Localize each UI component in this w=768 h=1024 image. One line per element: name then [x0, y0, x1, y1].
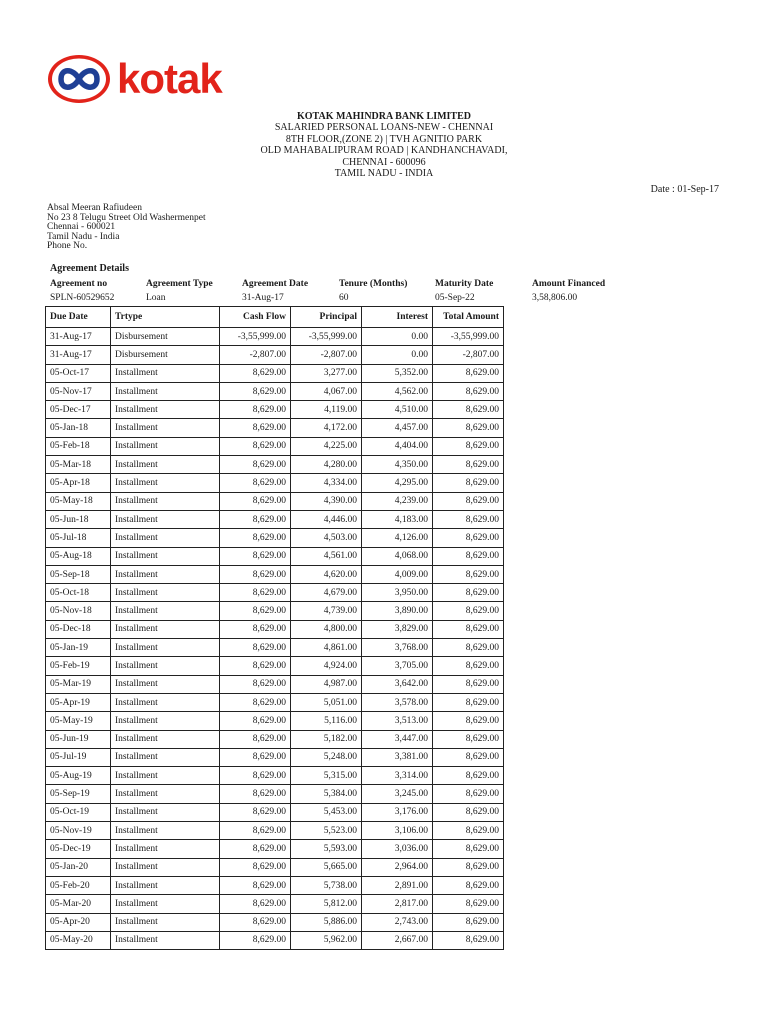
cash-flow-cell: 8,629.00	[220, 730, 291, 748]
customer-city: Chennai - 600021	[47, 222, 116, 233]
total-amount-cell: 8,629.00	[433, 712, 504, 730]
principal-cell: 4,172.00	[291, 419, 362, 437]
table-header-row	[46, 307, 504, 328]
total-amount-cell: 8,629.00	[433, 456, 504, 474]
cash-flow-cell: 8,629.00	[220, 712, 291, 730]
total-amount-cell: 8,629.00	[433, 931, 504, 949]
agreement-date-value: 31-Aug-17	[242, 293, 284, 303]
due-date-cell: 05-Aug-19	[46, 767, 111, 785]
statement-date: Date : 01-Sep-17	[650, 184, 719, 195]
total-amount-cell: 8,629.00	[433, 840, 504, 858]
principal-cell: 5,116.00	[291, 712, 362, 730]
due-date-cell: 05-Mar-20	[46, 895, 111, 913]
table-row	[46, 822, 504, 840]
due-date-cell: 05-May-18	[46, 492, 111, 510]
interest-header: Interest	[362, 307, 433, 328]
cash-flow-cell: 8,629.00	[220, 456, 291, 474]
trtype-cell: Installment	[111, 748, 220, 766]
logo-text: kotak	[117, 55, 222, 102]
principal-cell: 4,067.00	[291, 382, 362, 400]
total-amount-cell: 8,629.00	[433, 401, 504, 419]
bank-line-5: TAMIL NADU - INDIA	[334, 168, 434, 180]
total-amount-cell: 8,629.00	[433, 730, 504, 748]
principal-cell: 3,277.00	[291, 364, 362, 382]
trtype-cell: Installment	[111, 565, 220, 583]
trtype-cell: Installment	[111, 767, 220, 785]
agreement-type-value: Loan	[146, 293, 166, 303]
table-row	[46, 876, 504, 894]
cash-flow-cell: 8,629.00	[220, 437, 291, 455]
due-date-cell: 31-Aug-17	[46, 346, 111, 364]
due-date-header: Due Date	[46, 307, 111, 328]
cash-flow-cell: 8,629.00	[220, 419, 291, 437]
cash-flow-cell: 8,629.00	[220, 931, 291, 949]
trtype-cell: Installment	[111, 529, 220, 547]
table-row	[46, 602, 504, 620]
due-date-cell: 05-Jan-19	[46, 639, 111, 657]
trtype-cell: Installment	[111, 785, 220, 803]
table-row	[46, 456, 504, 474]
interest-cell: 3,176.00	[362, 803, 433, 821]
total-amount-cell: 8,629.00	[433, 858, 504, 876]
due-date-cell: 05-Jun-19	[46, 730, 111, 748]
principal-cell: 4,924.00	[291, 657, 362, 675]
interest-cell: 3,106.00	[362, 822, 433, 840]
table-row	[46, 913, 504, 931]
table-row	[46, 565, 504, 583]
agreement-no-header: Agreement no	[50, 279, 108, 289]
cash-flow-cell: 8,629.00	[220, 529, 291, 547]
due-date-cell: 05-Aug-18	[46, 547, 111, 565]
maturity-date-value: 05-Sep-22	[435, 293, 475, 303]
trtype-cell: Installment	[111, 419, 220, 437]
interest-cell: 4,457.00	[362, 419, 433, 437]
cash-flow-cell: 8,629.00	[220, 401, 291, 419]
table-row	[46, 730, 504, 748]
cash-flow-cell: 8,629.00	[220, 382, 291, 400]
interest-cell: 4,183.00	[362, 510, 433, 528]
principal-cell: 4,119.00	[291, 401, 362, 419]
total-amount-cell: 8,629.00	[433, 602, 504, 620]
trtype-cell: Installment	[111, 876, 220, 894]
trtype-cell: Installment	[111, 547, 220, 565]
trtype-cell: Installment	[111, 602, 220, 620]
total-amount-cell: 8,629.00	[433, 565, 504, 583]
interest-cell: 2,964.00	[362, 858, 433, 876]
cash-flow-cell: 8,629.00	[220, 474, 291, 492]
table-row	[46, 474, 504, 492]
total-amount-cell: 8,629.00	[433, 382, 504, 400]
trtype-cell: Installment	[111, 639, 220, 657]
principal-cell: 4,739.00	[291, 602, 362, 620]
principal-cell: 4,390.00	[291, 492, 362, 510]
principal-cell: 5,523.00	[291, 822, 362, 840]
cash-flow-cell: 8,629.00	[220, 785, 291, 803]
table-row	[46, 657, 504, 675]
trtype-cell: Installment	[111, 730, 220, 748]
customer-name: Absal Meeran Rafiudeen	[47, 203, 142, 213]
interest-cell: 3,890.00	[362, 602, 433, 620]
kotak-infinity-logo-icon	[47, 54, 111, 104]
trtype-cell: Installment	[111, 895, 220, 913]
maturity-date-header: Maturity Date	[435, 279, 494, 289]
due-date-cell: 05-Nov-19	[46, 822, 111, 840]
cash-flow-cell: 8,629.00	[220, 876, 291, 894]
agreement-value-row	[50, 293, 632, 303]
trtype-cell: Installment	[111, 456, 220, 474]
interest-cell: 5,352.00	[362, 364, 433, 382]
agreement-header-row	[50, 279, 632, 289]
total-amount-cell: -3,55,999.00	[433, 328, 504, 346]
due-date-cell: 05-Oct-19	[46, 803, 111, 821]
interest-cell: 4,126.00	[362, 529, 433, 547]
interest-cell: 3,245.00	[362, 785, 433, 803]
total-amount-cell: 8,629.00	[433, 492, 504, 510]
cash-flow-cell: 8,629.00	[220, 602, 291, 620]
due-date-cell: 05-Apr-19	[46, 693, 111, 711]
trtype-cell: Installment	[111, 401, 220, 419]
total-amount-cell: 8,629.00	[433, 803, 504, 821]
due-date-cell: 05-Oct-17	[46, 364, 111, 382]
trtype-cell: Installment	[111, 620, 220, 638]
principal-cell: 5,738.00	[291, 876, 362, 894]
interest-cell: 3,447.00	[362, 730, 433, 748]
total-amount-cell: 8,629.00	[433, 437, 504, 455]
due-date-cell: 05-May-19	[46, 712, 111, 730]
due-date-cell: 05-Sep-18	[46, 565, 111, 583]
total-amount-cell: 8,629.00	[433, 895, 504, 913]
cash-flow-cell: 8,629.00	[220, 547, 291, 565]
due-date-cell: 05-Apr-20	[46, 913, 111, 931]
principal-cell: 5,812.00	[291, 895, 362, 913]
principal-cell: 4,987.00	[291, 675, 362, 693]
table-row	[46, 364, 504, 382]
total-amount-cell: 8,629.00	[433, 748, 504, 766]
trtype-cell: Installment	[111, 510, 220, 528]
due-date-cell: 05-Jul-18	[46, 529, 111, 547]
principal-cell: 5,962.00	[291, 931, 362, 949]
trtype-header: Trtype	[111, 307, 220, 328]
principal-cell: 5,665.00	[291, 858, 362, 876]
total-amount-cell: 8,629.00	[433, 675, 504, 693]
interest-cell: 3,768.00	[362, 639, 433, 657]
table-row	[46, 437, 504, 455]
cash-flow-cell: 8,629.00	[220, 492, 291, 510]
interest-cell: 3,513.00	[362, 712, 433, 730]
amount-financed-value: 3,58,806.00	[532, 293, 578, 303]
trtype-cell: Installment	[111, 931, 220, 949]
principal-cell: 4,561.00	[291, 547, 362, 565]
table-row	[46, 492, 504, 510]
trtype-cell: Installment	[111, 693, 220, 711]
due-date-cell: 05-Mar-18	[46, 456, 111, 474]
agreement-no-value: SPLN-60529652	[50, 293, 115, 303]
due-date-cell: 05-Dec-18	[46, 620, 111, 638]
trtype-cell: Installment	[111, 712, 220, 730]
trtype-cell: Installment	[111, 584, 220, 602]
table-row	[46, 639, 504, 657]
interest-cell: 0.00	[362, 328, 433, 346]
interest-cell: 3,381.00	[362, 748, 433, 766]
total-amount-cell: 8,629.00	[433, 822, 504, 840]
interest-cell: 4,295.00	[362, 474, 433, 492]
table-row	[46, 529, 504, 547]
interest-cell: 2,891.00	[362, 876, 433, 894]
principal-cell: 4,334.00	[291, 474, 362, 492]
tenure-value: 60	[339, 293, 349, 303]
principal-cell: 4,861.00	[291, 639, 362, 657]
table-row	[46, 858, 504, 876]
cash-flow-cell: 8,629.00	[220, 913, 291, 931]
due-date-cell: 05-Mar-19	[46, 675, 111, 693]
table-row	[46, 785, 504, 803]
total-amount-cell: -2,807.00	[433, 346, 504, 364]
interest-cell: 4,562.00	[362, 382, 433, 400]
principal-cell: 5,051.00	[291, 693, 362, 711]
interest-cell: 4,009.00	[362, 565, 433, 583]
due-date-cell: 05-Feb-19	[46, 657, 111, 675]
due-date-cell: 05-Sep-19	[46, 785, 111, 803]
total-amount-cell: 8,629.00	[433, 693, 504, 711]
amount-financed-header: Amount Financed	[532, 279, 606, 289]
due-date-cell: 05-Jun-18	[46, 510, 111, 528]
cash-flow-cell: 8,629.00	[220, 895, 291, 913]
table-row	[46, 748, 504, 766]
interest-cell: 2,667.00	[362, 931, 433, 949]
interest-cell: 4,404.00	[362, 437, 433, 455]
total-amount-cell: 8,629.00	[433, 620, 504, 638]
table-row	[46, 675, 504, 693]
principal-cell: 4,679.00	[291, 584, 362, 602]
cash-flow-cell: 8,629.00	[220, 675, 291, 693]
cash-flow-cell: 8,629.00	[220, 584, 291, 602]
cash-flow-cell: 8,629.00	[220, 767, 291, 785]
bank-name: KOTAK MAHINDRA BANK LIMITED	[297, 111, 471, 122]
table-row	[46, 328, 504, 346]
interest-cell: 3,036.00	[362, 840, 433, 858]
total-amount-cell: 8,629.00	[433, 547, 504, 565]
bank-line-4: CHENNAI - 600096	[342, 156, 426, 168]
interest-cell: 2,743.00	[362, 913, 433, 931]
principal-cell: 4,280.00	[291, 456, 362, 474]
cash-flow-header: Cash Flow	[220, 307, 291, 328]
table-row	[46, 382, 504, 400]
trtype-cell: Installment	[111, 382, 220, 400]
total-amount-cell: 8,629.00	[433, 419, 504, 437]
due-date-cell: 05-Jan-18	[46, 419, 111, 437]
cash-flow-cell: 8,629.00	[220, 858, 291, 876]
table-row	[46, 510, 504, 528]
interest-cell: 4,350.00	[362, 456, 433, 474]
cash-flow-cell: 8,629.00	[220, 748, 291, 766]
due-date-cell: 05-Dec-17	[46, 401, 111, 419]
interest-cell: 2,817.00	[362, 895, 433, 913]
principal-cell: 4,503.00	[291, 529, 362, 547]
total-amount-cell: 8,629.00	[433, 785, 504, 803]
repayment-schedule-table	[45, 306, 504, 950]
total-amount-cell: 8,629.00	[433, 364, 504, 382]
principal-cell: 5,384.00	[291, 785, 362, 803]
total-amount-cell: 8,629.00	[433, 510, 504, 528]
total-amount-cell: 8,629.00	[433, 876, 504, 894]
trtype-cell: Installment	[111, 492, 220, 510]
table-row	[46, 712, 504, 730]
principal-cell: 5,315.00	[291, 767, 362, 785]
cash-flow-cell: -3,55,999.00	[220, 328, 291, 346]
interest-cell: 4,510.00	[362, 401, 433, 419]
principal-cell: -2,807.00	[291, 346, 362, 364]
trtype-cell: Installment	[111, 858, 220, 876]
trtype-cell: Disbursement	[111, 346, 220, 364]
trtype-cell: Disbursement	[111, 328, 220, 346]
bank-line-2: 8TH FLOOR,(ZONE 2) | TVH AGNITIO PARK	[285, 133, 483, 145]
total-amount-cell: 8,629.00	[433, 474, 504, 492]
cash-flow-cell: 8,629.00	[220, 620, 291, 638]
table-row	[46, 803, 504, 821]
total-amount-cell: 8,629.00	[433, 913, 504, 931]
interest-cell: 3,642.00	[362, 675, 433, 693]
principal-cell: 5,248.00	[291, 748, 362, 766]
interest-cell: 3,314.00	[362, 767, 433, 785]
customer-phone: Phone No.	[47, 241, 88, 252]
cash-flow-cell: 8,629.00	[220, 803, 291, 821]
interest-cell: 3,578.00	[362, 693, 433, 711]
cash-flow-cell: 8,629.00	[220, 657, 291, 675]
table-row	[46, 346, 504, 364]
total-amount-cell: 8,629.00	[433, 584, 504, 602]
table-row	[46, 693, 504, 711]
due-date-cell: 31-Aug-17	[46, 328, 111, 346]
interest-cell: 3,950.00	[362, 584, 433, 602]
due-date-cell: 05-Nov-17	[46, 382, 111, 400]
interest-cell: 0.00	[362, 346, 433, 364]
trtype-cell: Installment	[111, 657, 220, 675]
due-date-cell: 05-May-20	[46, 931, 111, 949]
cash-flow-cell: 8,629.00	[220, 840, 291, 858]
table-row	[46, 931, 504, 949]
kotak-logo	[47, 52, 222, 106]
total-amount-header: Total Amount	[433, 307, 504, 328]
due-date-cell: 05-Apr-18	[46, 474, 111, 492]
trtype-cell: Installment	[111, 803, 220, 821]
cash-flow-cell: 8,629.00	[220, 639, 291, 657]
interest-cell: 4,068.00	[362, 547, 433, 565]
principal-cell: 5,593.00	[291, 840, 362, 858]
interest-cell: 3,829.00	[362, 620, 433, 638]
cash-flow-cell: 8,629.00	[220, 364, 291, 382]
principal-cell: 4,620.00	[291, 565, 362, 583]
table-row	[46, 584, 504, 602]
bank-header	[0, 111, 768, 179]
table-row	[46, 419, 504, 437]
table-row	[46, 401, 504, 419]
bank-line-3: OLD MAHABALIPURAM ROAD | KANDHANCHAVADI,	[260, 145, 508, 157]
agreement-details-title: Agreement Details	[50, 263, 129, 274]
agreement-date-header: Agreement Date	[242, 279, 309, 289]
table-row	[46, 767, 504, 785]
table-row	[46, 840, 504, 858]
trtype-cell: Installment	[111, 437, 220, 455]
interest-cell: 4,239.00	[362, 492, 433, 510]
bank-line-1: SALARIED PERSONAL LOANS-NEW - CHENNAI	[274, 122, 494, 134]
due-date-cell: 05-Feb-18	[46, 437, 111, 455]
principal-cell: 4,800.00	[291, 620, 362, 638]
cash-flow-cell: 8,629.00	[220, 510, 291, 528]
cash-flow-cell: 8,629.00	[220, 565, 291, 583]
due-date-cell: 05-Feb-20	[46, 876, 111, 894]
due-date-cell: 05-Jul-19	[46, 748, 111, 766]
principal-cell: 5,182.00	[291, 730, 362, 748]
due-date-cell: 05-Dec-19	[46, 840, 111, 858]
principal-cell: -3,55,999.00	[291, 328, 362, 346]
cash-flow-cell: 8,629.00	[220, 822, 291, 840]
principal-cell: 5,453.00	[291, 803, 362, 821]
table-row	[46, 547, 504, 565]
principal-cell: 5,886.00	[291, 913, 362, 931]
cash-flow-cell: -2,807.00	[220, 346, 291, 364]
table-row	[46, 895, 504, 913]
total-amount-cell: 8,629.00	[433, 529, 504, 547]
principal-cell: 4,225.00	[291, 437, 362, 455]
due-date-cell: 05-Jan-20	[46, 858, 111, 876]
trtype-cell: Installment	[111, 840, 220, 858]
due-date-cell: 05-Nov-18	[46, 602, 111, 620]
total-amount-cell: 8,629.00	[433, 639, 504, 657]
trtype-cell: Installment	[111, 822, 220, 840]
cash-flow-cell: 8,629.00	[220, 693, 291, 711]
total-amount-cell: 8,629.00	[433, 657, 504, 675]
due-date-cell: 05-Oct-18	[46, 584, 111, 602]
table-row	[46, 620, 504, 638]
trtype-cell: Installment	[111, 913, 220, 931]
tenure-header: Tenure (Months)	[339, 279, 408, 289]
customer-street: No 23 8 Telugu Street Old Washermenpet	[47, 212, 206, 223]
customer-address	[47, 204, 206, 252]
customer-state: Tamil Nadu - India	[47, 231, 120, 242]
principal-header: Principal	[291, 307, 362, 328]
agreement-type-header: Agreement Type	[146, 279, 213, 289]
interest-cell: 3,705.00	[362, 657, 433, 675]
principal-cell: 4,446.00	[291, 510, 362, 528]
total-amount-cell: 8,629.00	[433, 767, 504, 785]
trtype-cell: Installment	[111, 675, 220, 693]
trtype-cell: Installment	[111, 474, 220, 492]
trtype-cell: Installment	[111, 364, 220, 382]
